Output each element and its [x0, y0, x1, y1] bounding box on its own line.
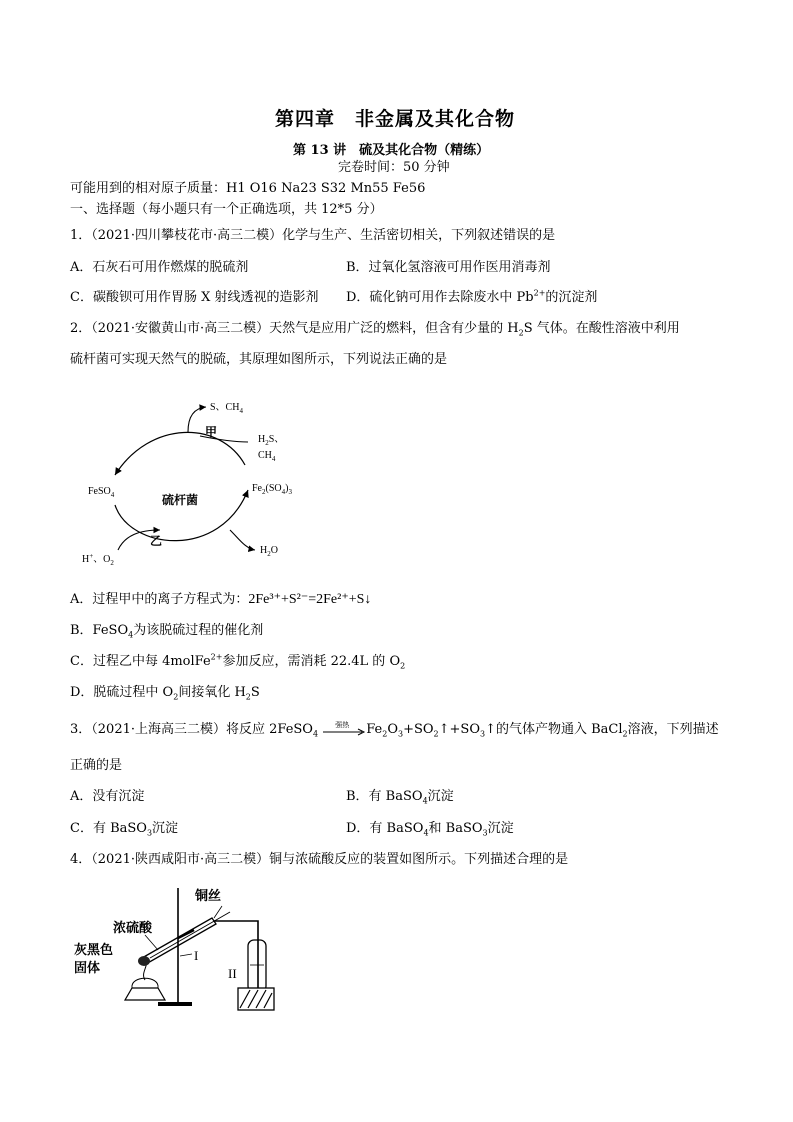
q3-s5: ↑+SO — [438, 722, 480, 737]
q2-c-b: 参加反应，需消耗 22.4L 的 O — [222, 654, 401, 669]
q3-sub6: 2 — [622, 729, 628, 739]
q3-s1: 3．（2021·上海高三二模）将反应 2FeSO — [70, 722, 313, 737]
q3-d-sub2: 3 — [482, 828, 488, 838]
q3-b-sub: 4 — [422, 796, 428, 806]
cycle-arc-top — [115, 432, 245, 475]
q3-d-c: 沉淀 — [487, 821, 514, 836]
q3-b-a: B．有 BaSO — [346, 789, 423, 804]
q1-stem: 1．（2021·四川攀枝花市·高三二模）化学与生产、生活密切相关，下列叙述错误的是 — [70, 228, 556, 243]
q2-d-b: 间接氧化 H — [178, 685, 246, 700]
q3-s4: +SO — [403, 722, 434, 737]
q3-c-sub: 3 — [146, 828, 153, 838]
reaction-arrow — [322, 720, 366, 737]
q1-option-b: B．过氧化氢溶液可用作医用消毒剂 — [346, 260, 551, 275]
q2-a-text: A．过程甲中的离子方程式为： — [70, 592, 249, 607]
q2-b-sub: 4 — [128, 630, 134, 640]
q1-option-c: C．碳酸钡可用作胃肠 X 射线透视的造影剂 — [70, 290, 319, 305]
q3-c-b: 沉淀 — [152, 821, 179, 836]
top-out-label: S、$CH_4$ — [210, 402, 243, 415]
q2-c-sub: 2 — [400, 661, 406, 671]
q3-c-a: C．有 BaSO — [70, 821, 147, 836]
q3-s6: ↑的气体产物通入 BaCl — [485, 722, 623, 737]
label-jia: 甲 — [205, 425, 218, 439]
q3-sub5: 3 — [480, 729, 486, 739]
q3-stem-line1 — [70, 722, 719, 738]
q1-option-d — [346, 290, 597, 306]
center-label: 硫杆菌 — [162, 493, 199, 507]
right-arrow-icon — [322, 727, 366, 737]
time-limit: 完卷时间：50 分钟 — [338, 160, 450, 175]
label-copper-wire: 铜丝 — [195, 888, 222, 903]
q3-b-b: 沉淀 — [427, 789, 454, 804]
q4-stem: 4．（2021·陕西咸阳市·高三二模）铜与浓硫酸反应的装置如图所示。下列描述合理的是 — [70, 852, 569, 867]
q2-b-a: B．FeSO — [70, 623, 129, 638]
q2-option-b — [70, 623, 263, 639]
label-tube-1: I — [194, 948, 199, 963]
q2-stem-b: S 气体。在酸性溶液中利用 — [523, 321, 680, 336]
arrow-bottom-out — [230, 530, 255, 550]
left-compound: FeSO$_4$ — [88, 486, 115, 499]
q3-s7: 溶液，下列描述 — [627, 722, 719, 737]
q2-option-d — [70, 685, 260, 701]
q2-stem-line2: 硫杆菌可实现天然气的脱硫，其原理如图所示，下列说法正确的是 — [70, 352, 448, 367]
label-solid-1: 灰黑色 — [74, 942, 114, 957]
q2-d-sub2: 2 — [245, 692, 251, 702]
q3-option-d — [346, 821, 514, 837]
q2-stem-line1 — [70, 321, 680, 337]
right-compound: $Fe_2(SO_4)_3$ — [252, 483, 292, 496]
lecture-title: 第 13 讲 硫及其化合物（精练） — [293, 143, 490, 158]
q2-stem-sub: 2 — [518, 328, 524, 338]
reaction-condition: 强热 — [335, 720, 350, 729]
chapter-title: 第四章 非金属及其化合物 — [275, 109, 516, 130]
label-yi: 乙 — [150, 534, 163, 548]
q1-option-a: A．石灰石可用作燃煤的脱硫剂 — [70, 260, 249, 275]
q2-c-a: C．过程乙中每 4molFe — [70, 654, 211, 669]
q3-sub2: 2 — [382, 729, 388, 739]
q3-option-b — [346, 789, 454, 805]
q2-c-sup: 2+ — [210, 652, 223, 662]
q3-d-a: D．有 BaSO — [346, 821, 424, 836]
label-solid-2: 固体 — [74, 960, 101, 975]
q3-s3: O — [387, 722, 398, 737]
q1-d-text: D．硫化钠可用作去除废水中 Pb — [346, 290, 534, 305]
q2-stem-a: 2．（2021·安徽黄山市·高三二模）天然气是应用广泛的燃料，但含有少量的 H — [70, 321, 519, 336]
bottom-out-label: $H_2O$ — [260, 545, 278, 558]
q2-a-equation: 2Fe³⁺+S²⁻=2Fe²⁺+S↓ — [248, 592, 372, 607]
label-conc-acid: 浓硫酸 — [113, 920, 153, 935]
q3-s2: Fe — [366, 722, 383, 737]
q2-d-a: D．脱硫过程中 O — [70, 685, 174, 700]
section-heading: 一、选择题（每小题只有一个正确选项，共 12*5 分） — [70, 202, 383, 217]
q1-d-text-end: 的沉淀剂 — [545, 290, 598, 305]
atomic-masses: 可能用到的相对原子质量：H1 O16 Na23 S32 Mn55 Fe56 — [70, 181, 426, 196]
q3-sub3: 3 — [397, 729, 404, 739]
q3-sub4: 2 — [433, 729, 439, 739]
q3-option-c — [70, 821, 178, 837]
q3-d-sub1: 4 — [423, 828, 429, 838]
top-in-label-2: $CH_4$ — [258, 450, 276, 463]
arrow-top-out — [188, 407, 206, 432]
top-in-label-1: $H_2S$、 — [258, 434, 285, 447]
copper-acid-apparatus — [70, 880, 280, 1015]
q2-d-c: S — [250, 685, 260, 700]
q3-stem-line2: 正确的是 — [70, 758, 123, 773]
q2-option-c — [70, 654, 405, 670]
q3-d-b: 和 BaSO — [428, 821, 483, 836]
desulfurization-cycle-diagram — [70, 390, 340, 575]
q2-b-b: 为该脱硫过程的催化剂 — [133, 623, 264, 638]
label-tube-2: II — [228, 966, 237, 981]
q2-option-a — [70, 592, 371, 608]
q3-option-a: A．没有沉淀 — [70, 789, 145, 804]
bottom-in-label: H+、$O_2$ — [82, 552, 114, 567]
q3-sub1: 4 — [312, 729, 319, 739]
q1-d-sup: 2+ — [533, 288, 546, 298]
q2-d-sub1: 2 — [173, 692, 179, 702]
